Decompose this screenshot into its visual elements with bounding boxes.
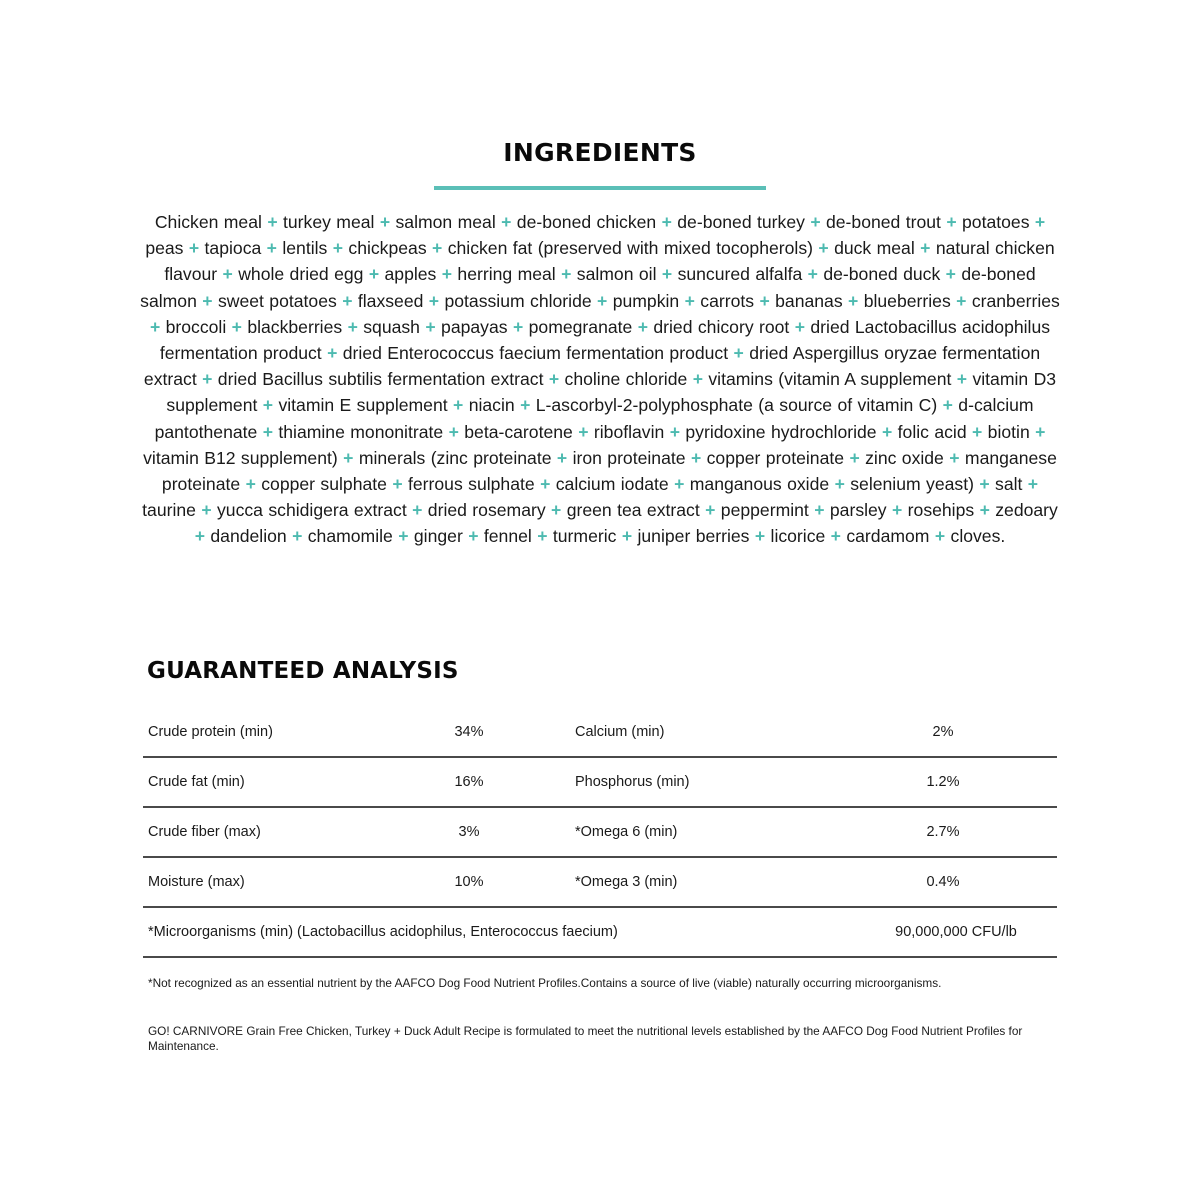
plus-separator-icon: + (520, 395, 531, 416)
plus-separator-icon: + (848, 290, 859, 311)
ingredient-item: biotin (987, 421, 1030, 442)
ingredient-item: choline chloride (564, 369, 688, 390)
ingredient-item: salmon meal (395, 212, 496, 232)
plus-separator-icon: + (201, 500, 212, 521)
ingredient-item: peas (145, 238, 184, 259)
ingredient-item: cardamom (846, 526, 930, 547)
plus-separator-icon: + (920, 238, 931, 259)
plus-separator-icon: + (849, 447, 860, 468)
plus-separator-icon: + (794, 316, 805, 337)
plus-separator-icon: + (501, 212, 512, 232)
nutrient-value: 34% (454, 724, 484, 740)
plus-separator-icon: + (597, 290, 608, 311)
plus-separator-icon: + (342, 290, 353, 311)
plus-separator-icon: + (942, 395, 953, 416)
plus-separator-icon: + (379, 212, 391, 232)
plus-separator-icon: + (540, 474, 551, 495)
ingredient-item: sweet potatoes (217, 290, 337, 311)
ingredient-item: vitamin B12 supplement) (143, 447, 338, 468)
guaranteed-analysis-table (143, 708, 1057, 958)
ingredient-item: parsley (829, 500, 887, 521)
ingredient-item: fennel (483, 526, 532, 547)
plus-separator-icon: + (332, 238, 343, 259)
ingredient-item: chamomile (307, 526, 393, 547)
ingredient-item: herring meal (457, 264, 556, 285)
ingredient-item: rosehips (907, 500, 975, 521)
plus-separator-icon: + (807, 264, 818, 285)
ingredient-item: taurine (142, 500, 196, 521)
ingredient-item: de-boned salmon (140, 264, 1036, 311)
plus-separator-icon: + (810, 212, 821, 232)
ingredient-item: dried Enterococcus faecium fermentation product (342, 343, 729, 364)
plus-separator-icon: + (551, 500, 562, 521)
plus-separator-icon: + (754, 526, 766, 547)
nutrient-value: 1.2% (926, 774, 960, 790)
ingredient-item: turkey meal (282, 212, 375, 232)
plus-separator-icon: + (945, 264, 956, 285)
plus-separator-icon: + (537, 526, 548, 547)
nutrient-value: 3% (458, 824, 480, 840)
table-row (143, 758, 1057, 808)
ingredient-item: thiamine mononitrate (278, 421, 444, 442)
plus-separator-icon: + (231, 316, 242, 337)
ingredient-item: blueberries (863, 290, 951, 311)
plus-separator-icon: + (946, 212, 957, 232)
plus-separator-icon: + (979, 500, 990, 521)
ingredient-item: tapioca (204, 238, 262, 259)
ingredient-item: zinc oxide (865, 447, 944, 468)
ingredient-item: folic acid (897, 421, 967, 442)
ingredient-item: selenium yeast) (850, 474, 974, 495)
ingredient-item: turmeric (552, 526, 617, 547)
ingredient-item: peppermint (720, 500, 809, 521)
ingredient-item: pyridoxine hydrochloride (685, 421, 877, 442)
plus-separator-icon: + (759, 290, 770, 311)
table-row (143, 808, 1057, 858)
nutrient-label: *Microorganisms (min) (Lactobacillus acidophilus, Enterococcus faecium) (148, 924, 618, 940)
plus-separator-icon: + (1035, 421, 1046, 442)
plus-separator-icon: + (453, 395, 464, 416)
ingredient-item: juniper berries (637, 526, 750, 547)
plus-separator-icon: + (661, 212, 672, 232)
plus-separator-icon: + (202, 290, 213, 311)
plus-separator-icon: + (292, 526, 303, 547)
plus-separator-icon: + (432, 238, 443, 259)
ingredient-item: de-boned chicken (516, 212, 657, 232)
ingredient-item: natural chicken flavour (164, 238, 1055, 285)
plus-separator-icon: + (368, 264, 380, 285)
ingredient-item: chickpeas (348, 238, 427, 259)
nutrient-label: Moisture (max) (148, 874, 245, 890)
ingredient-item: licorice (770, 526, 826, 547)
plus-separator-icon: + (578, 421, 589, 442)
table-row (143, 708, 1057, 758)
plus-separator-icon: + (956, 369, 968, 390)
ingredient-item: green tea extract (566, 500, 700, 521)
plus-separator-icon: + (347, 316, 358, 337)
ingredient-item: pumpkin (612, 290, 680, 311)
nutrient-label: *Omega 3 (min) (575, 874, 678, 890)
plus-separator-icon: + (262, 421, 273, 442)
ingredient-item: squash (363, 316, 420, 337)
ingredient-item: potatoes (962, 212, 1030, 232)
plus-separator-icon: + (674, 474, 685, 495)
plus-separator-icon: + (881, 421, 893, 442)
plus-separator-icon: + (441, 264, 453, 285)
plus-separator-icon: + (343, 447, 354, 468)
plus-separator-icon: + (266, 238, 277, 259)
ingredient-item: salt (995, 474, 1023, 495)
plus-separator-icon: + (669, 421, 680, 442)
ingredient-item: copper proteinate (706, 447, 845, 468)
plus-separator-icon: + (194, 526, 205, 547)
plus-separator-icon: + (412, 500, 423, 521)
plus-separator-icon: + (818, 238, 829, 259)
ingredient-item: cranberries (971, 290, 1060, 311)
plus-separator-icon: + (149, 316, 161, 337)
nutrient-label: *Omega 6 (min) (575, 824, 678, 840)
ingredient-item: manganous oxide (689, 474, 830, 495)
ingredient-item: yucca schidigera extract (217, 500, 407, 521)
plus-separator-icon: + (934, 526, 946, 547)
ingredient-item: dried Aspergillus oryzae fermentation extract (143, 343, 1041, 390)
plus-separator-icon: + (468, 526, 479, 547)
ingredient-item: Chicken meal (154, 212, 262, 232)
plus-separator-icon: + (690, 447, 702, 468)
nutrient-label: Crude protein (min) (148, 724, 273, 740)
ingredient-item: d-calcium pantothenate (154, 395, 1034, 442)
ingredients-list (140, 209, 1060, 550)
ingredient-item: ginger (413, 526, 463, 547)
nutrient-label: Crude fat (min) (148, 774, 245, 790)
plus-separator-icon: + (661, 264, 673, 285)
plus-separator-icon: + (561, 264, 572, 285)
ingredient-item: zedoary (995, 500, 1058, 521)
ingredient-item: de-boned turkey (677, 212, 805, 232)
plus-separator-icon: + (892, 500, 903, 521)
nutrient-value: 0.4% (926, 874, 960, 890)
plus-separator-icon: + (972, 421, 983, 442)
plus-separator-icon: + (428, 290, 440, 311)
nutrient-label: Crude fiber (max) (148, 824, 261, 840)
plus-separator-icon: + (327, 343, 338, 364)
ingredient-item: minerals (zinc proteinate (358, 447, 552, 468)
ingredient-item: lentils (282, 238, 328, 259)
ingredient-item: iron proteinate (572, 447, 686, 468)
ingredient-item: vitamin D3 supplement (166, 369, 1057, 416)
plus-separator-icon: + (637, 316, 648, 337)
plus-separator-icon: + (188, 238, 200, 259)
plus-separator-icon: + (448, 421, 459, 442)
plus-separator-icon: + (834, 474, 845, 495)
ingredient-item: de-boned trout (825, 212, 941, 232)
nutrient-label: Calcium (min) (575, 724, 665, 740)
ingredient-item: dried rosemary (427, 500, 546, 521)
ingredient-item: potassium chloride (444, 290, 592, 311)
ingredients-title-underline (434, 186, 766, 190)
ingredient-item: de-boned duck (823, 264, 941, 285)
plus-separator-icon: + (949, 447, 960, 468)
ingredient-item: dried Lactobacillus acidophilus fermentation product (159, 316, 1051, 364)
plus-separator-icon: + (425, 316, 436, 337)
plus-separator-icon: + (398, 526, 409, 547)
ingredient-item: cloves. (950, 526, 1006, 547)
plus-separator-icon: + (548, 369, 560, 390)
ingredient-item: dried chicory root (653, 316, 790, 337)
ingredient-item: L-ascorbyl-2-polyphosphate (a source of vitamin C) (535, 395, 938, 416)
ingredient-item: salmon oil (576, 264, 657, 285)
nutrient-value: 10% (454, 874, 484, 890)
ingredients-title: INGREDIENTS (503, 138, 697, 167)
ingredient-item: carrots (700, 290, 755, 311)
ingredient-item: bananas (775, 290, 843, 311)
plus-separator-icon: + (621, 526, 633, 547)
ingredient-item: niacin (468, 395, 515, 416)
plus-separator-icon: + (202, 369, 213, 390)
plus-separator-icon: + (733, 343, 744, 364)
plus-separator-icon: + (245, 474, 256, 495)
nutrient-value: 2% (932, 724, 954, 740)
plus-separator-icon: + (956, 290, 967, 311)
plus-separator-icon: + (556, 447, 568, 468)
ingredient-item: pomegranate (528, 316, 633, 337)
plus-separator-icon: + (222, 264, 233, 285)
plus-separator-icon: + (692, 369, 703, 390)
table-row (143, 858, 1057, 908)
ingredient-item: manganese proteinate (161, 447, 1057, 495)
ingredient-item: copper sulphate (261, 474, 387, 495)
plus-separator-icon: + (979, 474, 990, 495)
ingredient-item: papayas (441, 316, 508, 337)
plus-separator-icon: + (1027, 474, 1039, 495)
plus-separator-icon: + (830, 526, 841, 547)
formulation-statement: GO! CARNIVORE Grain Free Chicken, Turkey + Duck Adult Recipe is formulated to meet the nutritional levels established by the AAFCO Dog Food Nutrient Profiles for Maintenance. (148, 1024, 1023, 1053)
ingredient-item: apples (384, 264, 437, 285)
ingredient-item: beta-carotene (464, 421, 573, 442)
ingredient-item: vitamins (vitamin A supplement (708, 369, 952, 390)
ingredient-item: duck meal (834, 238, 915, 259)
ingredient-item: blackberries (247, 316, 343, 337)
footnote-aafco: *Not recognized as an essential nutrient by the AAFCO Dog Food Nutrient Profiles.Contains a source of live (viable) naturally occurring microorganisms. (148, 976, 942, 990)
table-row-microorganisms (143, 908, 1057, 958)
ingredient-item: dried Bacillus subtilis fermentation extract (217, 369, 544, 390)
plus-separator-icon: + (814, 500, 825, 521)
plus-separator-icon: + (262, 395, 274, 416)
nutrient-value: 16% (454, 774, 484, 790)
ingredient-item: calcium iodate (555, 474, 669, 495)
ingredient-item: suncured alfalfa (677, 264, 803, 285)
plus-separator-icon: + (512, 316, 524, 337)
nutrient-value: 2.7% (926, 824, 960, 840)
plus-separator-icon: + (267, 212, 278, 232)
ingredient-item: whole dried egg (238, 264, 364, 285)
ingredient-item: flaxseed (357, 290, 424, 311)
ingredient-item: chicken fat (preserved with mixed tocopherols) (447, 238, 813, 259)
ingredient-item: vitamin E supplement (278, 395, 448, 416)
ingredient-item: ferrous sulphate (408, 474, 535, 495)
nutrient-label: Phosphorus (min) (575, 774, 690, 790)
guaranteed-analysis-title: GUARANTEED ANALYSIS (147, 658, 459, 684)
ingredient-item: broccoli (165, 316, 227, 337)
plus-separator-icon: + (684, 290, 695, 311)
ingredient-item: riboflavin (593, 421, 665, 442)
ingredient-item: dandelion (210, 526, 287, 547)
nutrient-value: 90,000,000 CFU/lb (895, 924, 1017, 940)
plus-separator-icon: + (1034, 212, 1046, 232)
plus-separator-icon: + (392, 474, 403, 495)
plus-separator-icon: + (705, 500, 716, 521)
